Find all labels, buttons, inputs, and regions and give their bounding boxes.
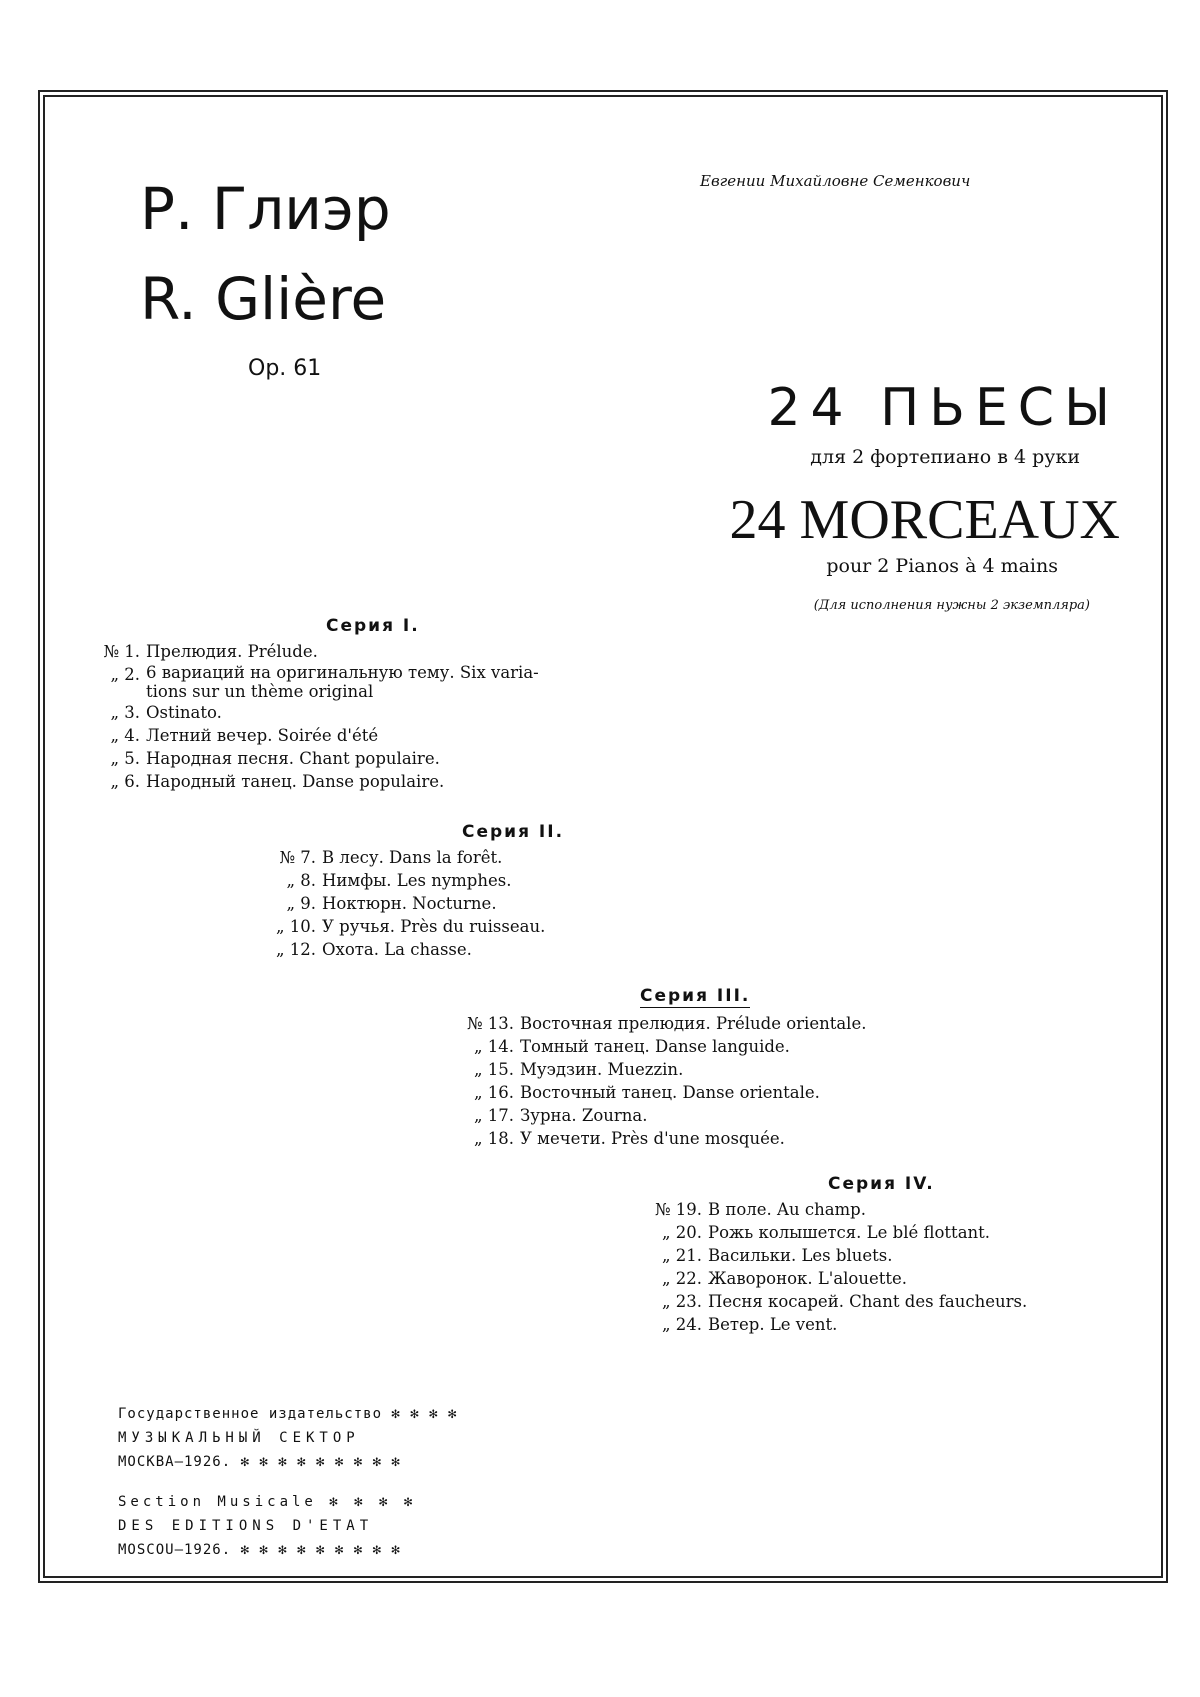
composer-name-ru: Р. Глиэр [140,175,391,243]
list-item: „ 23. Песня косарей. Chant des faucheurs. [661,1292,1028,1311]
publisher-block-ru [118,1402,457,1474]
publisher-block-fr [118,1490,416,1562]
subtitle-fr: pour 2 Pianos à 4 mains [826,555,1058,577]
publisher-ru-line-2: МУЗЫКАЛЬНЫЙ СЕКТОР [118,1430,360,1446]
list-item: „ 6. Народный танец. Danse populaire. [110,772,445,791]
list-item: № 13. Восточная прелюдия. Prélude orientale. [466,1014,867,1033]
publisher-ru-line-1: Государственное издательство ✻ ✻ ✻ ✻ [118,1406,458,1422]
publisher-fr-line-2: DES EDITIONS D'ETAT [118,1518,374,1534]
list-item: „ 4. Летний вечер. Soirée d'été [110,726,379,745]
series-list-2 [268,846,545,961]
list-item: „ 10. У ручья. Près du ruisseau. [275,917,546,936]
edition-note: (Для исполнения нужны 2 экземпляра) [813,598,1090,613]
list-item: „ 24. Ветер. Le vent. [661,1315,838,1334]
list-item: „ 20. Рожь колышется. Le blé flottant. [661,1223,991,1242]
series-heading-3: Серия III. [640,986,751,1006]
title-ru: 24 ПЬЕСЫ [767,378,1120,438]
list-item: „ 2. 6 вариаций на оригинальную тему. Six varia- tions sur un thème original [110,663,539,701]
list-item: „ 8. Нимфы. Les nymphes. [286,871,512,890]
series-heading-1: Серия I. [326,616,420,636]
list-item: „ 9. Ноктюрн. Nocturne. [286,894,497,913]
dedication: Евгении Михайловне Семенкович [700,172,971,190]
publisher-fr-line-3: MOSCOU—1926. ✻ ✻ ✻ ✻ ✻ ✻ ✻ ✻ ✻ [118,1542,401,1558]
publisher-fr-line-1: Section Musicale ✻ ✻ ✻ ✻ [118,1494,417,1510]
series-list-3 [452,1012,866,1150]
list-item: „ 17. Зурна. Zourna. [473,1106,648,1125]
series-list-4 [640,1198,1027,1336]
list-item: „ 16. Восточный танец. Danse orientale. [473,1083,820,1102]
series-heading-4: Серия IV. [828,1174,935,1194]
list-item: „ 5. Народная песня. Chant populaire. [110,749,440,768]
series-list-1 [92,640,539,793]
list-item: „ 12. Охота. La chasse. [275,940,472,959]
list-item: № 19. В поле. Au champ. [654,1200,866,1219]
list-item: № 7. В лесу. Dans la forêt. [279,848,503,867]
series-heading-2: Серия II. [462,822,565,842]
list-item: „ 15. Муэдзин. Muezzin. [473,1060,684,1079]
list-item: „ 22. Жаворонок. L'alouette. [661,1269,908,1288]
composer-name-fr: R. Glière [140,265,387,333]
list-item: „ 18. У мечети. Près d'une mosquée. [473,1129,785,1148]
list-item: № 1. Прелюдия. Prélude. [103,642,318,661]
title-fr: 24 MORCEAUX [729,489,1120,551]
opus-number: Op. 61 [248,356,322,381]
publisher-ru-line-3: МОСКВА—1926. ✻ ✻ ✻ ✻ ✻ ✻ ✻ ✻ ✻ [118,1454,401,1470]
subtitle-ru: для 2 фортепиано в 4 руки [810,446,1080,468]
list-item: „ 14. Томный танец. Danse languide. [473,1037,790,1056]
list-item: „ 3. Ostinato. [110,703,222,722]
list-item: „ 21. Васильки. Les bluets. [661,1246,893,1265]
